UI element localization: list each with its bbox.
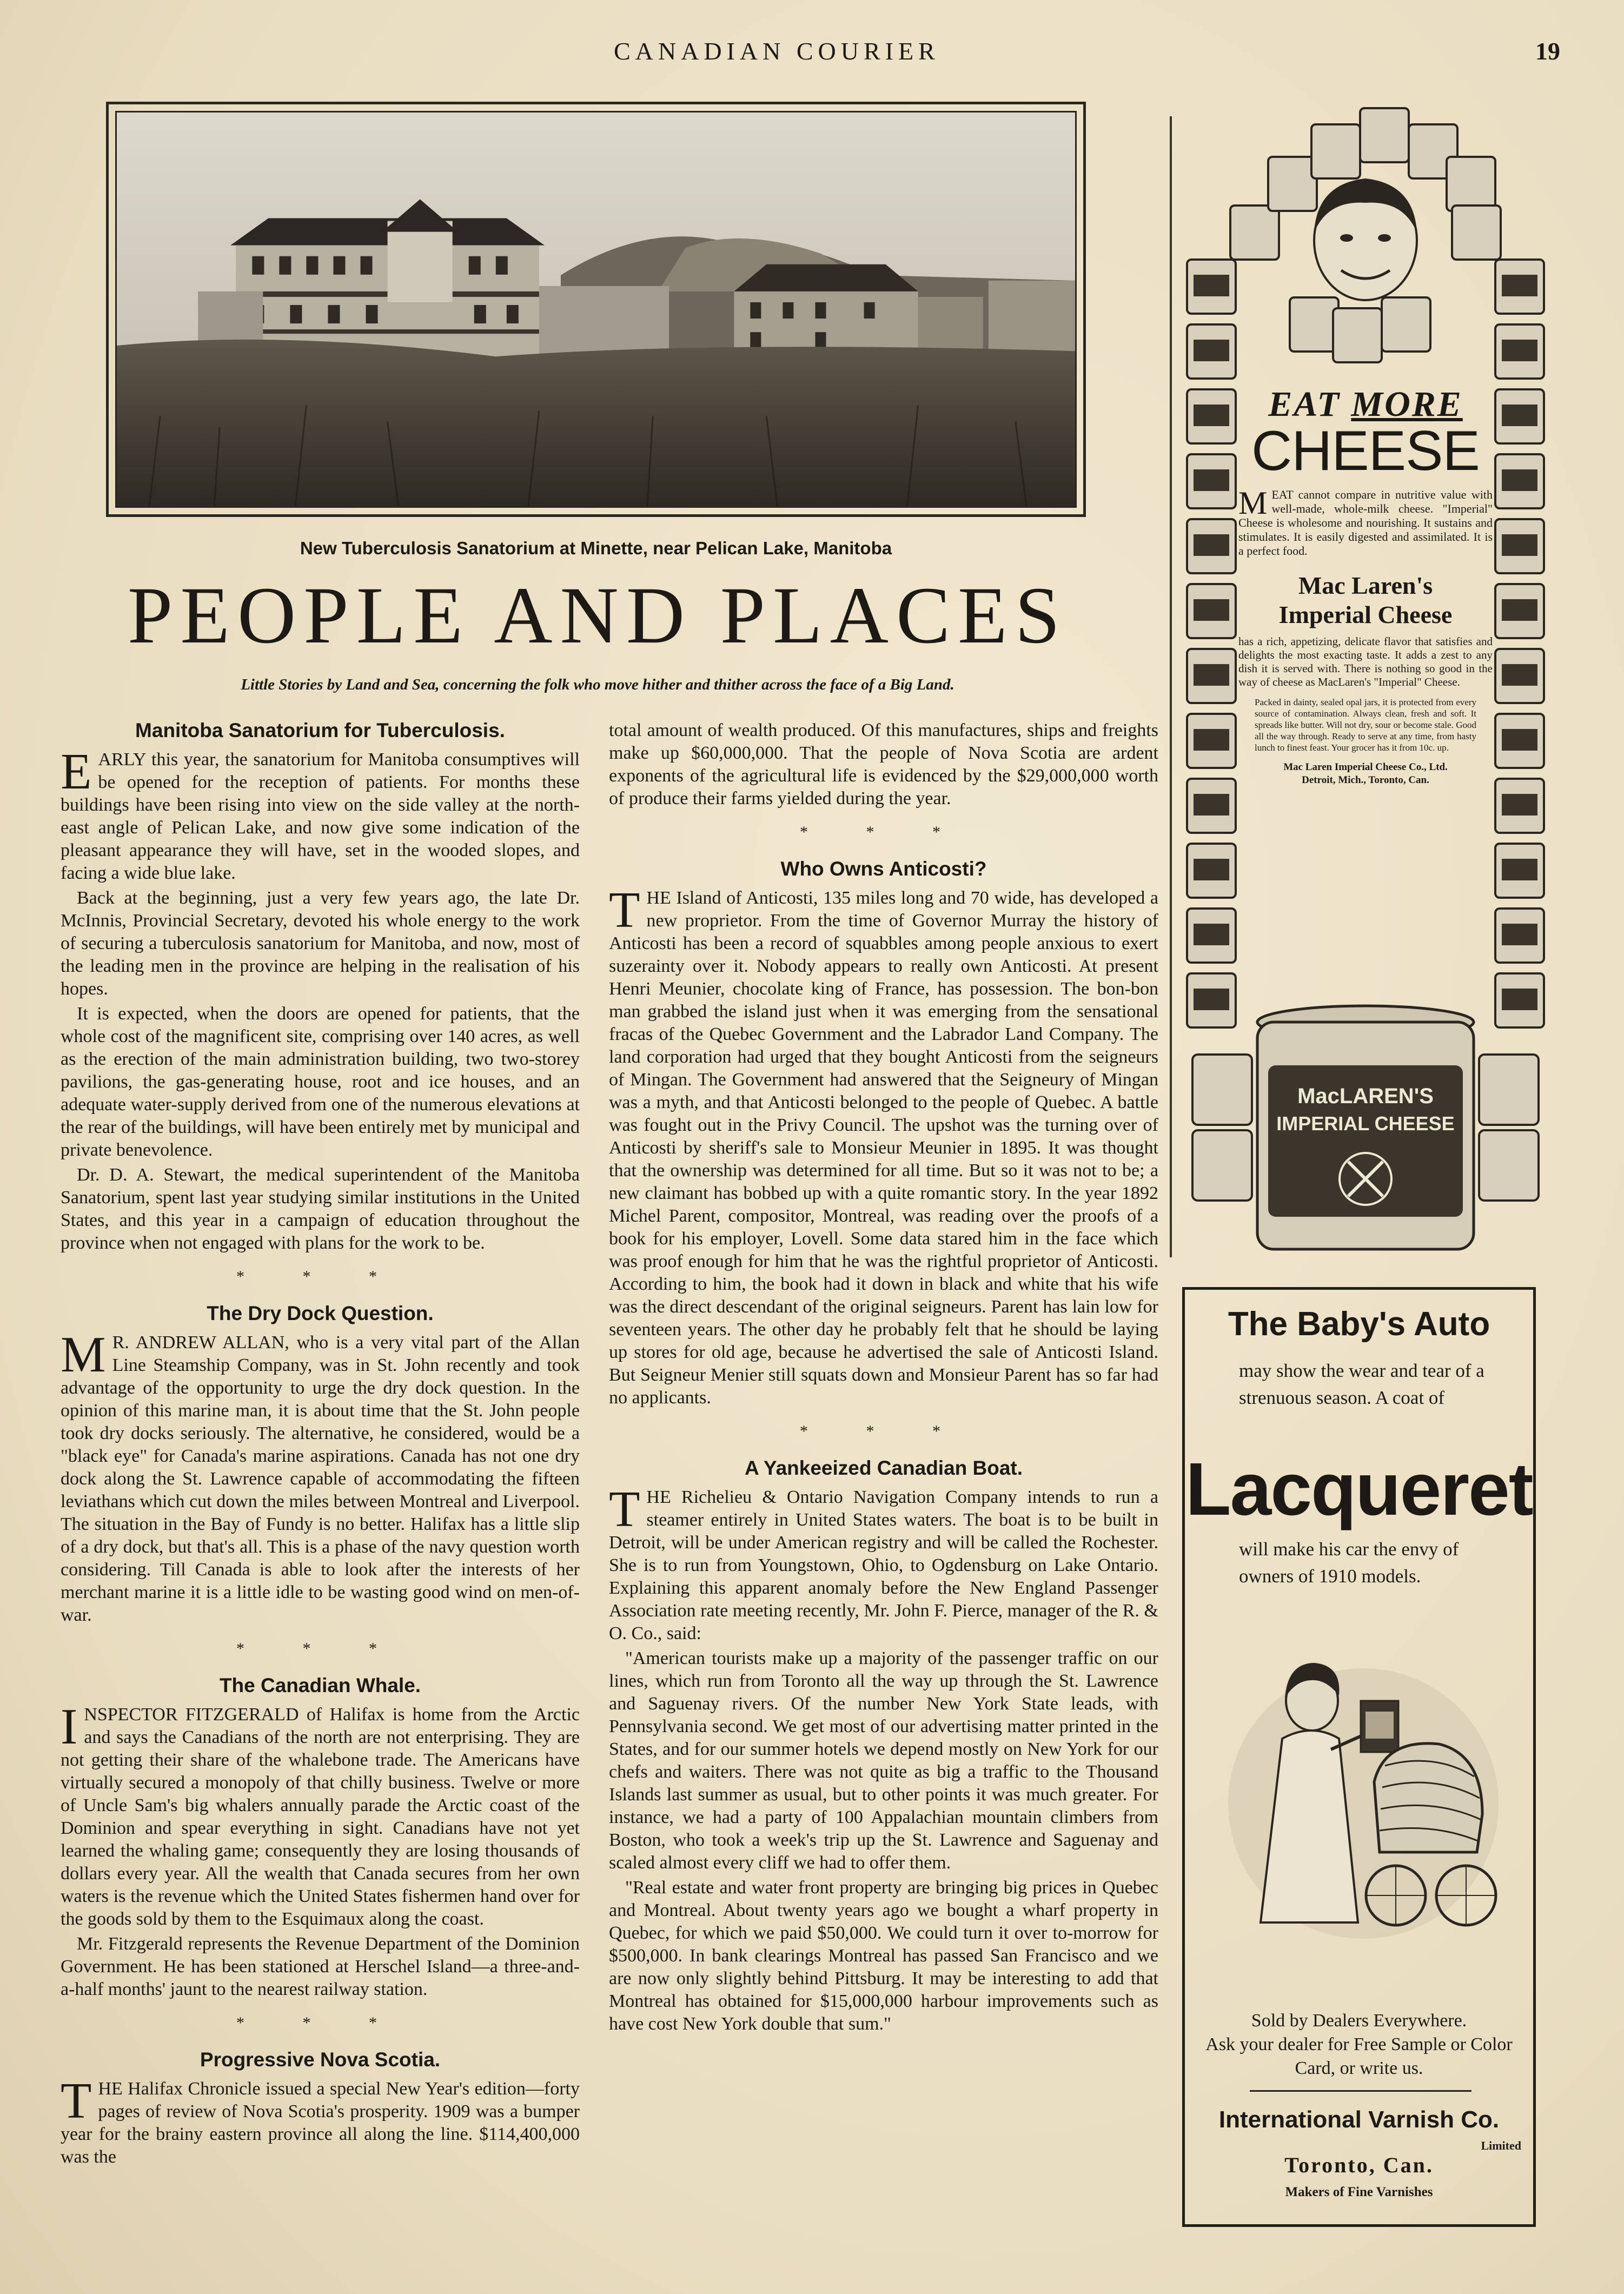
drop-cap: E	[61, 744, 92, 800]
cheese-ad-paragraph: has a rich, appetizing, delicate flavor that satisfies and delights the most exacting taste. It adds a zest to any dish it is served with. There is nothing so good in the way of cheese as MacLaren's "Imperial" Cheese.	[1238, 635, 1493, 688]
article-paragraph-continued: total amount of wealth produced. Of this manufactures, ships and freights make up $60,000,000. That the people of Nova Scotia are ardent exponents of the agricultural life is evidenced by the $29,000,000 worth of produce their farms yielded during the year.	[609, 720, 1158, 808]
article-column-left	[61, 719, 580, 2173]
article-paragraph: EARLY this year, the sanatorium for Manitoba consumptives will be opened for the reception of patients. For months these buildings have been rising into view on the side valley at the north-east angle of Pelican Lake, and now give some indication of the pleasant appearance they will have, set in the wooded slopes, and facing a wide blue lake.	[61, 744, 580, 883]
company-limited: Limited	[1481, 2139, 1521, 2152]
article-paragraph: Dr. D. A. Stewart, the medical superintendent of the Manitoba Sanatorium, spent last year studying similar institutions in the United States, and this year in a campaign of education throughout the province when not engaged with plans for the work to be.	[61, 1165, 580, 1253]
page-header	[0, 37, 1624, 69]
column-rule	[1170, 116, 1172, 1257]
article-title: The Canadian Whale.	[219, 1674, 421, 1696]
article-paragraph: THE Island of Anticosti, 135 miles long and 70 wide, has developed a new proprietor. From the time of Governor Murray the history of Anticosti has been a record of squabbles among people anxious to exert suzerainty over it. Nobody appears to really own Anticosti. At present Henri Meunier, chocolate king of France, has possession. The bon-bon man grabbed the island just when it was emerging from the sensational fracas of the Quebec Government and the Labrador Land Company. The land corporation had urged that they bought Anticosti from the seigneurs of Mingan. The Government had answered that the Seigneury of Mingan was a myth, and that Anticosti belonged to the people of Quebec. A battle was fought out in the Privy Council. The upshot was the turning over of Anticosti by sheriff's sale to Monsieur Meunier in 1895. It was thought that the ownership was determined for all time. But so it was not to be; a new claimant has bobbed up with a quite romantic story. In the year 1892 Michel Parent, compositor, Montreal, was reading over the proofs of a book for his employer, Lovell. Some data stared him in the face which was proof enough for him that he was the rightful proprietor of Anticosti. According to him, the book had it down in black and white that his wife was the direct descendant of the original seigneurs. Parent has lain low for seventeen years. The other day he probably felt that he should be laying up stores for old age, because he advertised the sale of Anticosti Island. But Seigneur Menier still squats down and Monsieur Parent has so far had no applicants.	[609, 882, 1158, 1408]
article-yankee-boat	[609, 1457, 1158, 2036]
woman-with-pram-illustration	[1223, 1641, 1504, 1944]
drop-cap: T	[609, 1481, 640, 1537]
article-paragraph: THE Richelieu & Ontario Navigation Company intends to run a steamer entirely in United States waters. The boat is to be built in Detroit, will be under American registry and will be called the Rochester. She is to run from Youngstown, Ohio, to Ogdensburg on Lake Ontario. Explaining this apparent anomaly before the New England Passenger Association rate meeting recently, Mr. John F. Pierce, manager of the R. & O. Co., said:	[609, 1481, 1158, 1643]
cheese-heading: CHEESE	[1251, 420, 1480, 482]
drop-cap: I	[61, 1699, 78, 1755]
cheese-ad-paragraph: MEAT cannot compare in nutritive value with well-made, whole-milk cheese. "Imperial" Cheese is wholesome and nourishing. It sustains and stimulates. It is easily digested and assimilated. It is a perfect food.	[1238, 485, 1493, 558]
lacqueret-sold-text: Sold by Dealers Everywhere. Ask your dealer for Free Sample or Color Card, or write us.	[1205, 2011, 1513, 2078]
brand-name: Mac Laren's Imperial Cheese	[1278, 572, 1453, 628]
article-paragraph: M R. ANDREW ALLAN, who is a very vital part of the Allan Line Steamship Company, was in St. John recently and took advantage of the opportunity to urge the dry dock question. In the opinion of this marine man, it is about time that the St. John people took dry docks seriously. The alternative, he considered, would be a "black eye" for Canada's marine aspirations. Canada has not one dry dock along the St. Lawrence capable of accommodating the fifteen leviathans which cut down the miles between Montreal and Liverpool. The situation in the Bay of Fundy is no better. Halifax has a little slip of a dry dock, but that's all. This is a phase of the navy question worth considering. Till Canada is able to look after the interests of her merchant marine it is a little idle to be wasting good wind on men-of-war.	[61, 1327, 580, 1625]
page-headline: PEOPLE AND PLACES	[127, 571, 1068, 660]
cheese-advertisement	[1176, 103, 1555, 1276]
eat-more-heading: EAT MORE	[1268, 384, 1463, 424]
pram-icon	[1223, 1641, 1504, 1944]
ad-divider	[1250, 2090, 1471, 2092]
lacqueret-advertisement	[1182, 1287, 1536, 2227]
cheese-ad-paragraph: Packed in dainty, sealed opal jars, it is protected from every source of contamination. Always clean, fresh and soft. It spreads like butter. Will not dry, sour or become stale. Good all the way through. Ready to serve at any time, from hasty lunch to finest feast. Your grocer has it from 10c. up.	[1255, 697, 1476, 753]
section-divider: * * *	[236, 1640, 404, 1657]
article-paragraph: "Real estate and water front property are bringing big prices in Quebec and Montreal. About twenty years ago we bought a wharf property in Quebec, for which we paid $50,000. We could turn it over to-morrow for $500,000. In bank clearings Montreal has passed San Francisco and we are now only slightly behind Pittsburg. It may be interesting to add that Montreal has obtained for $15,000,000 harbour improvements such as have cost New York double that sum."	[609, 1878, 1158, 2034]
photo-caption: New Tuberculosis Sanatorium at Minette, near Pelican Lake, Manitoba	[300, 538, 892, 558]
article-title: Who Owns Anticosti?	[780, 858, 987, 880]
lacqueret-ad-text: will make his car the envy of owners of 1910 models.	[1239, 1539, 1459, 1587]
company-city: Toronto, Can.	[1284, 2153, 1434, 2177]
company-tagline: Makers of Fine Varnishes	[1285, 2185, 1433, 2199]
article-paragraph: Mr. Fitzgerald represents the Revenue Department of the Dominion Government. He has been stationed at Herschel Island—a three-and-a-half months' jaunt to the nearest railway station.	[61, 1934, 580, 1999]
article-title: Manitoba Sanatorium for Tuberculosis.	[135, 719, 505, 741]
section-divider: * * *	[800, 1422, 967, 1440]
article-manitoba	[61, 719, 580, 1255]
article-title: The Dry Dock Question.	[207, 1302, 434, 1324]
lacqueret-product-name: Lacqueret	[1185, 1448, 1533, 1531]
lacqueret-ad-title: The Baby's Auto	[1228, 1305, 1490, 1343]
cheese-ad-copy	[1238, 384, 1493, 787]
article-novascotia	[61, 2048, 580, 2169]
article-title: A Yankeeized Canadian Boat.	[744, 1457, 1023, 1479]
article-paragraph: Back at the beginning, just a very few years ago, the late Dr. McInnis, Provincial Secretary, devoted his whole energy to the work of securing a tuberculosis sanatorium for Manitoba, and now, most of the leading men in the province are helping in the realisation of his hopes.	[61, 888, 580, 999]
article-whale	[61, 1674, 580, 2001]
article-paragraph: "American tourists make up a majority of the passenger traffic on our lines, which run from Toronto all the way up through the St. Lawrence and Saguenay rivers. Of the number New York State leads, with Pennsylvania second. We get most of our advertising matter printed in the States, and for our summer hotels we depend mostly on New York for our chefs and waiters. There was not quite as big a traffic to the Thousand Islands last summer as usual, but to other points it was much greater. For instance, we had a party of 100 Appalachian mountain climbers from Boston, who took a week's trip up the St. Lawrence and Saguenay and scaled almost every cliff we had to offer them.	[609, 1648, 1158, 1873]
cheese-company: Mac Laren Imperial Cheese Co., Ltd. Detroit, Mich., Toronto, Can.	[1283, 761, 1448, 786]
article-drydock	[61, 1302, 580, 1627]
section-divider: * * *	[800, 823, 967, 841]
varnish-company: International Varnish Co.	[1218, 2106, 1500, 2133]
sanatorium-photo	[106, 102, 1086, 517]
section-divider: * * *	[236, 2014, 404, 2032]
article-paragraph: THE Halifax Chronicle issued a special New Year's edition—forty pages of review of Nova Scotia's prosperity. 1909 was a bumper year for the brainy eastern province all along the line. $114,400,000 was the	[61, 2073, 580, 2167]
drop-cap: T	[609, 882, 640, 938]
page-subhead: Little Stories by Land and Sea, concerning the folk who move hither and thither across the face of a Big Land.	[241, 676, 954, 693]
svg-text:IMPERIAL CHEESE: IMPERIAL CHEESE	[1276, 1112, 1455, 1135]
article-column-middle	[609, 719, 1158, 2040]
article-title: Progressive Nova Scotia.	[200, 2048, 441, 2071]
drop-cap: T	[61, 2073, 92, 2129]
page-number: 19	[1535, 37, 1560, 65]
svg-text:MacLAREN'S: MacLAREN'S	[1297, 1084, 1434, 1108]
drop-cap: M	[61, 1327, 106, 1383]
section-divider: * * *	[236, 1268, 404, 1285]
sanatorium-photo-image	[117, 112, 1075, 506]
article-anticosti	[609, 858, 1158, 1409]
lacqueret-ad-text: may show the wear and tear of a strenuous season. A coat of	[1239, 1360, 1484, 1408]
article-paragraph: It is expected, when the doors are opened for patients, that the whole cost of the magnificent site, comprising over 140 acres, as well as the erection of the main administration building, two two-storey pavilions, the gas-generating house, root and ice houses, and an adequate water-supply derived from one of the numerous elevations at the rear of the buildings, will have been entirely met by municipal and private benevolence.	[61, 1004, 580, 1160]
article-paragraph: INSPECTOR FITZGERALD of Halifax is home from the Arctic and says the Canadians of the north are not enterprising. They are not getting their share of the whalebone trade. The Americans have virtually secured a monopoly of that chilly business. Twelve or more of Uncle Sam's big whalers annually parade the Arctic coast of the Dominion and spear everything in sight. Canadians have not yet learned the whaling game; consequently they are losing thousands of dollars every year. All the wealth that Canada secures from her own waters is the revenue which the United States fishermen hand over for the goods sold by them to the Esquimaux along the coast.	[61, 1699, 580, 1929]
publication-title: CANADIAN COURIER	[614, 37, 940, 65]
